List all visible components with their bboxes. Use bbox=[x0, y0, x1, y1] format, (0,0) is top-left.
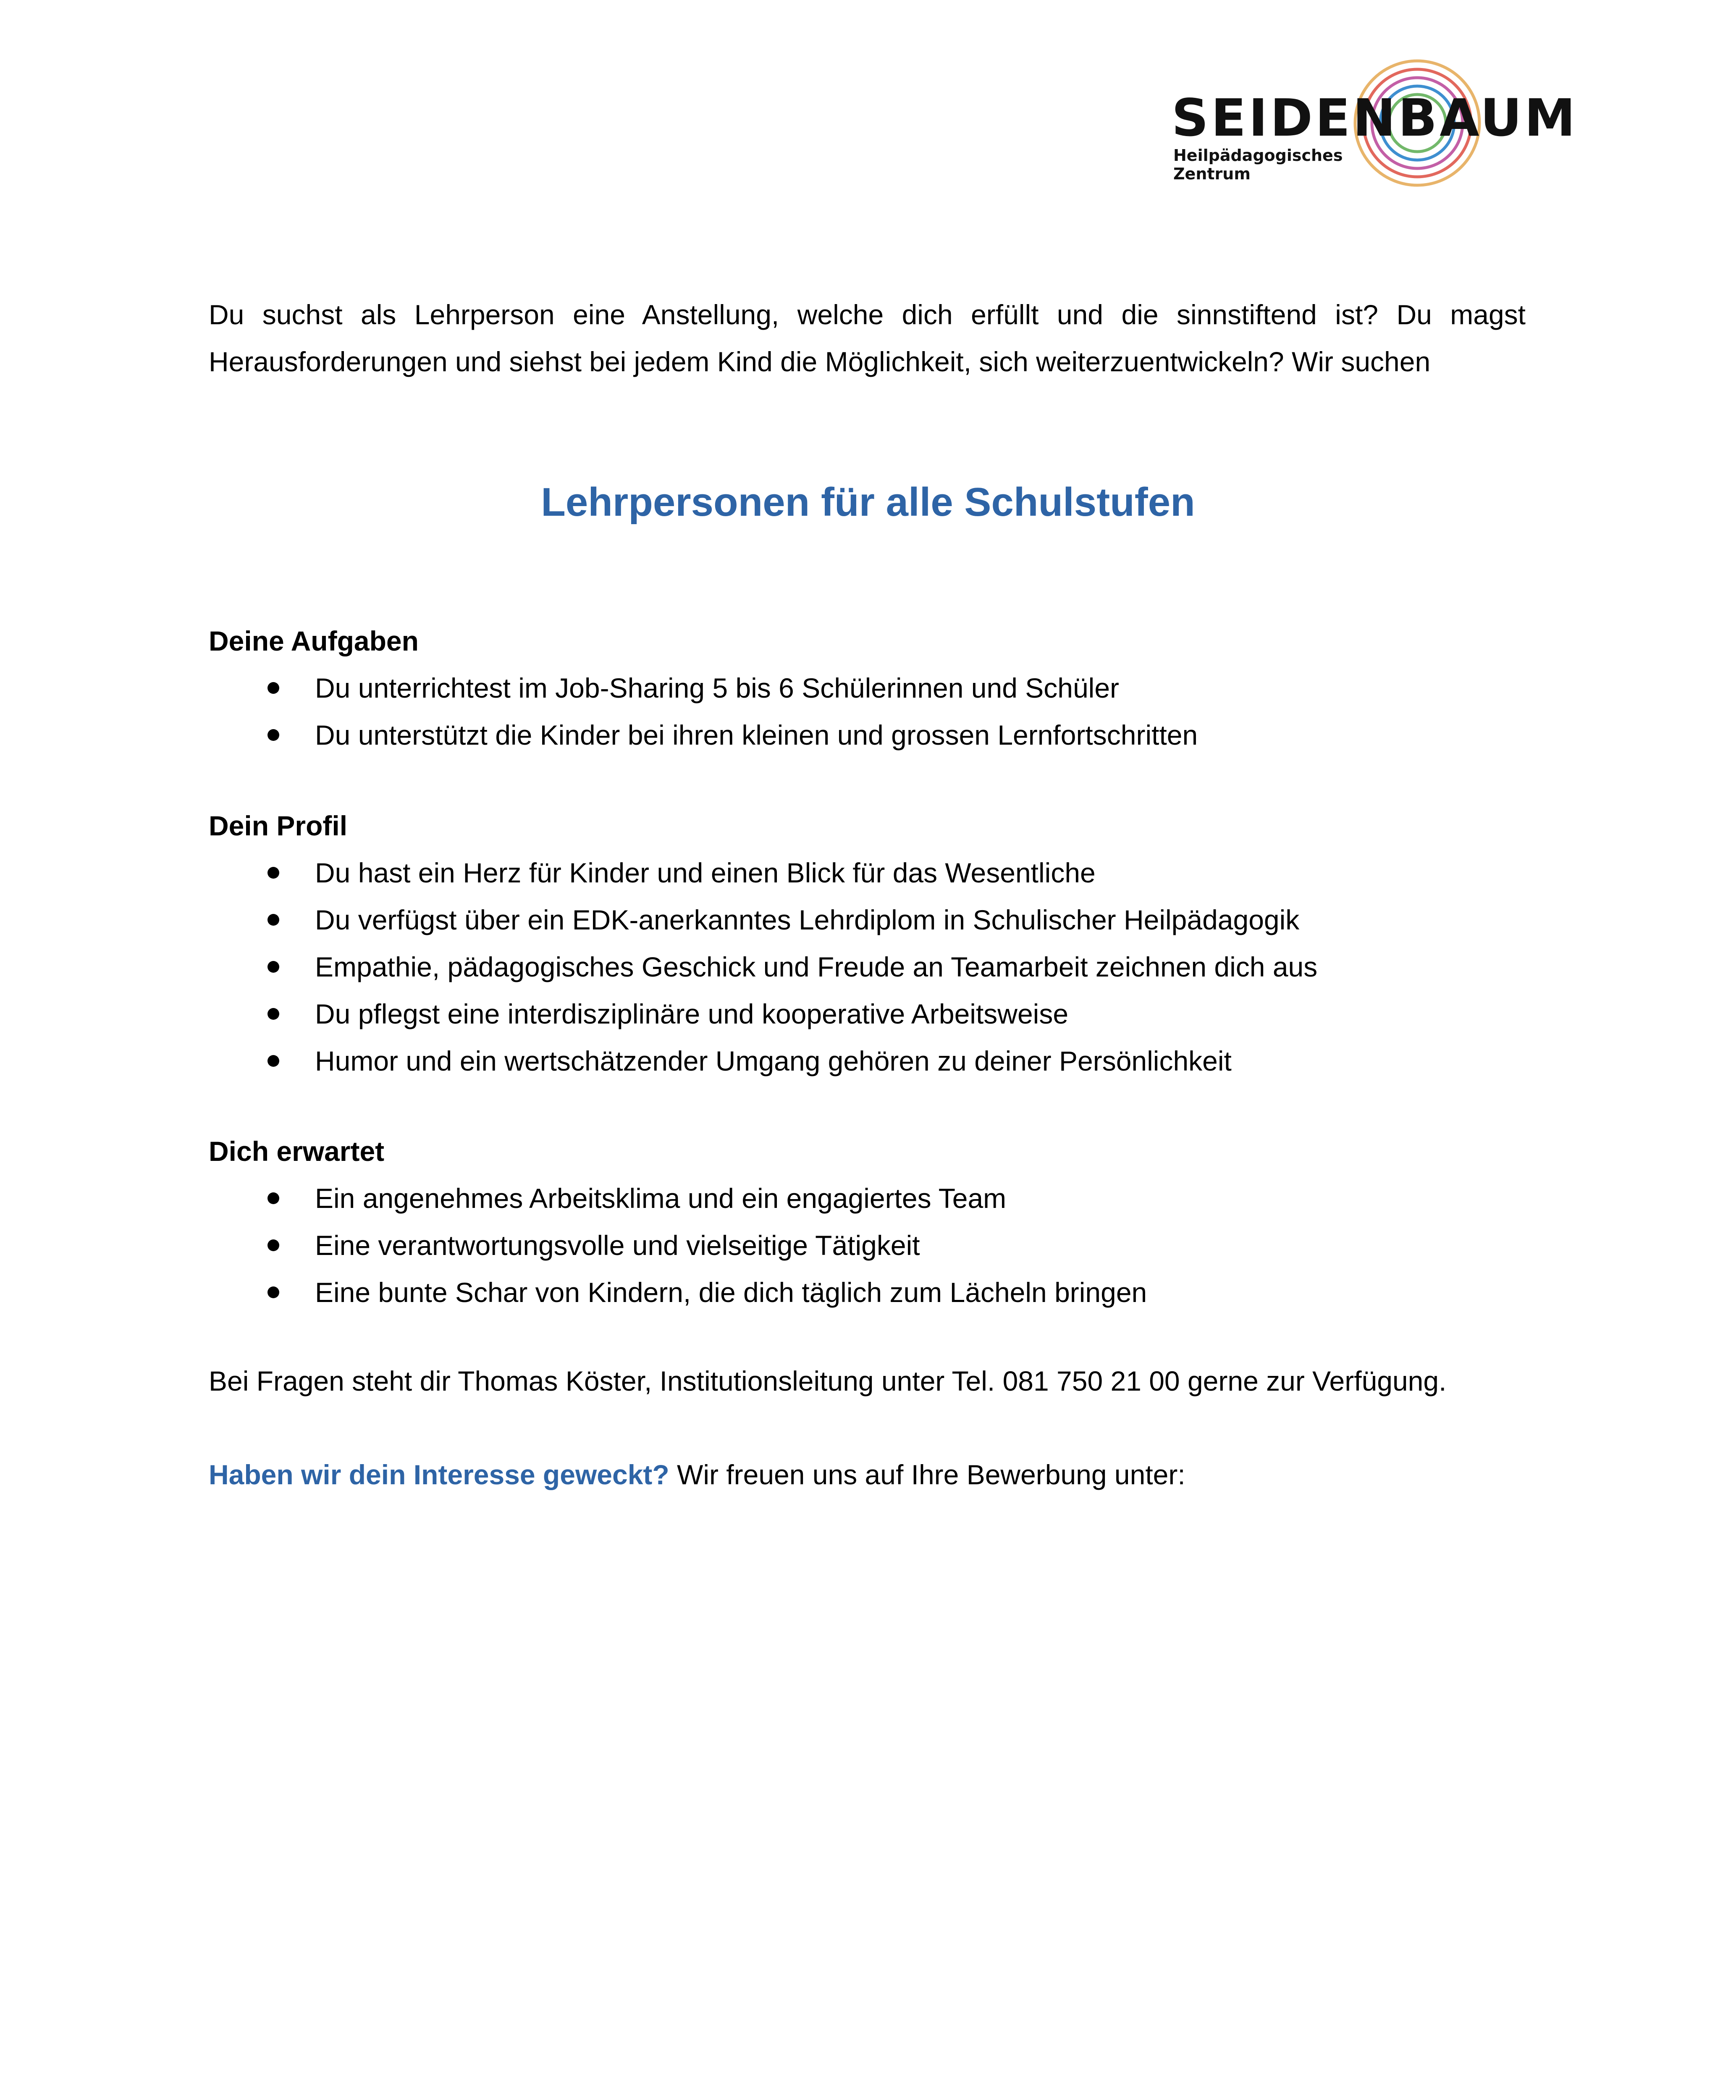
section-heading: Deine Aufgaben bbox=[209, 625, 419, 656]
bullet-icon bbox=[267, 729, 279, 741]
contact-line: Bei Fragen steht dir Thomas Köster, Institutionsleitung unter Tel. 081 750 21 00 gerne zur Verfügung. bbox=[209, 1365, 1447, 1396]
bullet-icon bbox=[267, 1192, 279, 1204]
seidenbaum-logo bbox=[1172, 58, 1578, 188]
list-item bbox=[209, 896, 1526, 943]
list-item bbox=[209, 711, 1526, 759]
bullet-icon bbox=[267, 1239, 279, 1251]
list-item bbox=[209, 1269, 1526, 1316]
list-item bbox=[209, 664, 1526, 711]
list-item-text: Du verfügst über ein EDK-anerkanntes Lehrdiplom in Schulischer Heilpädagogik bbox=[315, 904, 1300, 935]
list-item bbox=[209, 990, 1526, 1037]
logo-subtitle-line1: Heilpädagogisches bbox=[1173, 146, 1343, 165]
section-heading: Dein Profil bbox=[209, 810, 348, 841]
list-item-text: Du unterrichtest im Job-Sharing 5 bis 6 Schülerinnen und Schüler bbox=[315, 672, 1120, 704]
bullet-list bbox=[209, 849, 1526, 1084]
intro-line-2: Herausforderungen und siehst bei jedem Kind die Möglichkeit, sich weiterzuentwickeln? Wir suchen bbox=[209, 346, 1431, 377]
list-item bbox=[209, 1222, 1526, 1269]
bullet-icon bbox=[267, 1286, 279, 1298]
section-heading: Dich erwartet bbox=[209, 1136, 385, 1167]
intro-line-1: Du suchst als Lehrperson eine Anstellung, welche dich erfüllt und die sinnstiftend ist? Du magst bbox=[209, 299, 1526, 330]
list-item-text: Eine verantwortungsvolle und vielseitige Tätigkeit bbox=[315, 1230, 920, 1261]
bullet-icon bbox=[267, 1055, 279, 1067]
bullet-icon bbox=[267, 682, 279, 694]
bullet-list bbox=[209, 664, 1526, 759]
bullet-list bbox=[209, 1175, 1526, 1316]
list-item bbox=[209, 943, 1526, 990]
list-item-text: Humor und ein wertschätzender Umgang gehören zu deiner Persönlichkeit bbox=[315, 1045, 1232, 1076]
list-item-text: Eine bunte Schar von Kindern, die dich täglich zum Lächeln bringen bbox=[315, 1277, 1147, 1308]
intro-paragraph bbox=[209, 291, 1526, 385]
page-title: Lehrpersonen für alle Schulstufen bbox=[541, 480, 1195, 525]
list-item-text: Du unterstützt die Kinder bei ihren kleinen und grossen Lernfortschritten bbox=[315, 719, 1198, 751]
cta-text: Wir freuen uns auf Ihre Bewerbung unter: bbox=[669, 1459, 1185, 1490]
list-item-text: Du hast ein Herz für Kinder und einen Blick für das Wesentliche bbox=[315, 857, 1096, 888]
list-item-text: Du pflegst eine interdisziplinäre und kooperative Arbeitsweise bbox=[315, 998, 1069, 1029]
list-item bbox=[209, 1037, 1526, 1084]
section-tasks bbox=[209, 617, 1526, 759]
logo-subtitle-line2: Zentrum bbox=[1173, 165, 1251, 183]
logo-wordmark: SEIDENBAUM bbox=[1172, 88, 1578, 148]
logo-subtitle bbox=[1173, 146, 1343, 183]
section-profile bbox=[209, 802, 1526, 1084]
call-to-action bbox=[209, 1451, 1526, 1498]
list-item-text: Empathie, pädagogisches Geschick und Freude an Teamarbeit zeichnen dich aus bbox=[315, 951, 1318, 982]
bullet-icon bbox=[267, 1008, 279, 1020]
section-offer bbox=[209, 1128, 1526, 1316]
bullet-icon bbox=[267, 914, 279, 926]
list-item bbox=[209, 1175, 1526, 1222]
cta-highlight: Haben wir dein Interesse geweckt? bbox=[209, 1459, 669, 1490]
list-item bbox=[209, 849, 1526, 896]
bullet-icon bbox=[267, 961, 279, 973]
bullet-icon bbox=[267, 867, 279, 879]
list-item-text: Ein angenehmes Arbeitsklima und ein engagiertes Team bbox=[315, 1183, 1007, 1214]
